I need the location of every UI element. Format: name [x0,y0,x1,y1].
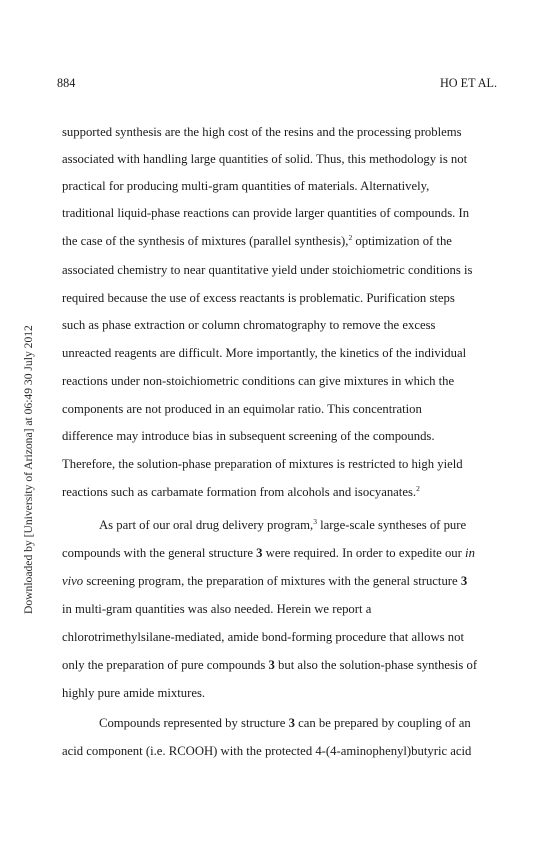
body-line: difference may introduce bias in subsequent screening of the compounds. [62,429,435,443]
body-line: Therefore, the solution-phase preparation of mixtures is restricted to high yield [62,457,463,471]
footnote-ref: 3 [313,517,317,526]
page-number: 884 [57,76,76,90]
body-line: unreacted reagents are difficult. More importantly, the kinetics of the individual [62,346,467,360]
structure-ref: 3 [288,716,295,730]
body-line: highly pure amide mixtures. [62,686,206,700]
body-line: only the preparation of pure compounds 3 but also the solution-phase synthesis of [62,658,478,672]
body-line: associated with handling large quantities of solid. Thus, this methodology is not [62,152,468,166]
body-line: traditional liquid-phase reactions can provide larger quantities of compounds. In [62,206,470,220]
body-line: reactions such as carbamate formation from alcohols and isocyanates.$^2$ [62,484,420,499]
structure-ref: 3 [460,574,468,588]
body-line: components are not produced in an equimolar ratio. This concentration [62,402,422,416]
body-line: practical for producing multi-gram quantities of materials. Alternatively, [62,179,430,193]
body-line: Compounds represented by structure 3 can be prepared by coupling of an [99,716,471,730]
body-line: the case of the synthesis of mixtures (parallel synthesis),$^2$ optimization of the [62,233,452,248]
body-line: supported synthesis are the high cost of the resins and the processing problems [62,125,462,139]
body-line: reactions under non-stoichiometric conditions can give mixtures in which the [62,374,455,388]
body-line: required because the use of excess reactants is problematic. Purification steps [62,291,455,305]
footnote-ref: 2 [416,484,420,493]
body-line: in multi-gram quantities was also needed. Herein we report a [62,602,372,616]
body-line: chlorotrimethylsilane-mediated, amide bond-forming procedure that allows not [62,630,465,644]
running-head: HO ET AL. [440,76,497,90]
download-watermark-text: Downloaded by [University of Arizona] at 06:49 30 July 2012 [22,325,35,614]
body-line: acid component (i.e. RCOOH) with the protected 4-(4-aminophenyl)butyric acid [62,744,472,758]
body-line: such as phase extraction or column chromatography to remove the excess [62,318,436,332]
footnote-ref: 2 [348,233,353,242]
body-line: vivo screening program, the preparation of mixtures with the general structure 3 [62,574,468,588]
body-line: compounds with the general structure 3 were required. In order to expedite our in [62,546,475,560]
body-line: As part of our oral drug delivery program,$^3$ large-scale syntheses of pure [99,517,467,532]
structure-ref: 3 [268,658,275,672]
structure-ref: 3 [256,546,263,560]
body-line: associated chemistry to near quantitative yield under stoichiometric conditions is [62,263,473,277]
